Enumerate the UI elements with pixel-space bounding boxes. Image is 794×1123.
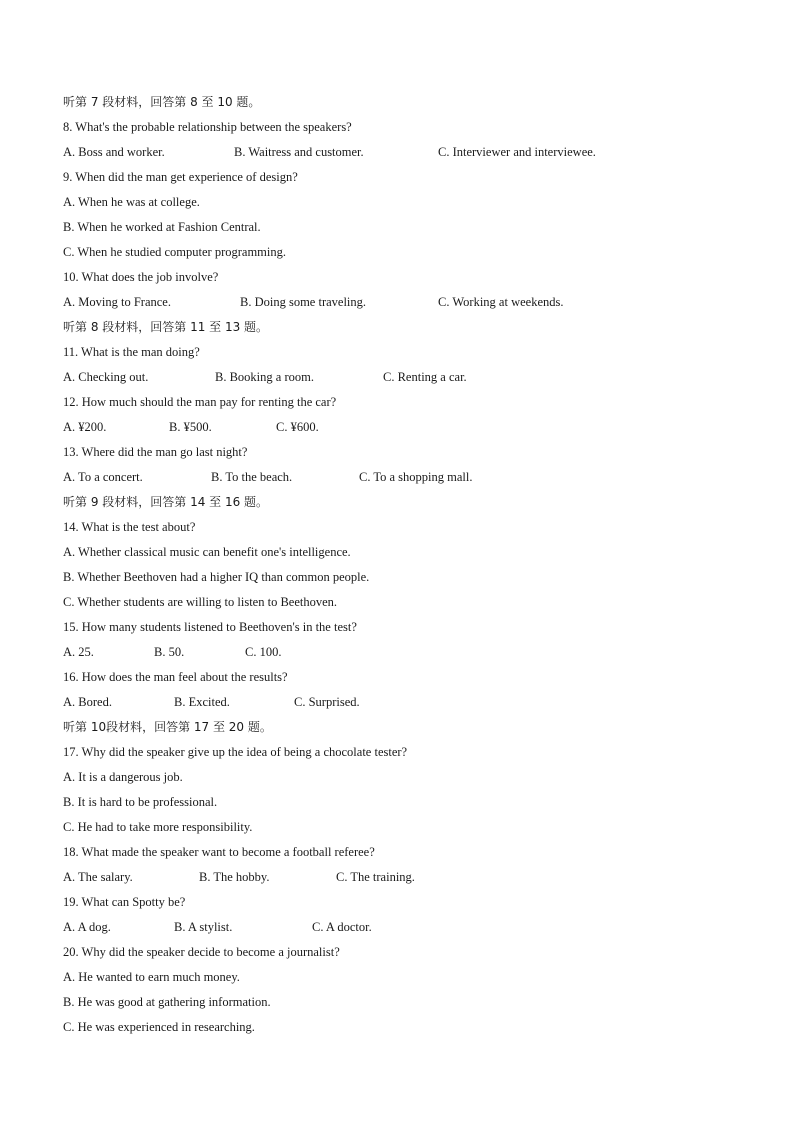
option-c: C. Surprised. — [294, 695, 360, 709]
section-heading: 听第 10段材料，回答第 17 至 20 题。 — [63, 720, 272, 734]
option-b: B. Doing some traveling. — [240, 295, 367, 309]
option-c: C. Working at weekends. — [438, 295, 564, 309]
option-c: C. Whether students are willing to listen to Beethoven. — [63, 595, 338, 609]
option-a: A. The salary. — [63, 870, 133, 884]
option-a: A. 25. — [63, 645, 94, 659]
option-a: A. ¥200. — [63, 420, 107, 434]
question-stem: 15. How many students listened to Beethoven's in the test? — [63, 620, 357, 634]
option-a: A. He wanted to earn much money. — [63, 970, 240, 984]
option-a: A. Boss and worker. — [63, 145, 165, 159]
question-stem: 19. What can Spotty be? — [63, 895, 186, 909]
option-c: C. The training. — [336, 870, 415, 884]
option-b: B. To the beach. — [211, 470, 293, 484]
question-stem: 12. How much should the man pay for renting the car? — [63, 395, 337, 409]
option-row — [63, 365, 743, 390]
option-a: A. Bored. — [63, 695, 112, 709]
question-stem: 20. Why did the speaker decide to become a journalist? — [63, 945, 340, 959]
option-c: C. A doctor. — [312, 920, 372, 934]
question-stem: 9. When did the man get experience of design? — [63, 170, 298, 184]
section-heading: 听第 7 段材料，回答第 8 至 10 题。 — [63, 95, 261, 109]
option-row — [63, 690, 743, 715]
option-b: B. He was good at gathering information. — [63, 995, 271, 1009]
option-a: A. Whether classical music can benefit one's intelligence. — [63, 545, 351, 559]
option-b: B. Waitress and customer. — [234, 145, 364, 159]
option-b: B. Booking a room. — [215, 370, 314, 384]
option-c: C. Renting a car. — [383, 370, 467, 384]
option-b: B. Excited. — [174, 695, 230, 709]
option-a: A. To a concert. — [63, 470, 143, 484]
option-row — [63, 465, 743, 490]
option-b: B. 50. — [154, 645, 185, 659]
option-b: B. Whether Beethoven had a higher IQ than common people. — [63, 570, 370, 584]
option-row — [63, 290, 743, 315]
exam-page — [63, 90, 743, 1040]
option-row — [63, 915, 743, 940]
question-stem: 16. How does the man feel about the results? — [63, 670, 288, 684]
question-stem: 18. What made the speaker want to become a football referee? — [63, 845, 375, 859]
option-c: C. ¥600. — [276, 420, 319, 434]
question-stem: 13. Where did the man go last night? — [63, 445, 248, 459]
question-stem: 10. What does the job involve? — [63, 270, 219, 284]
option-c: C. To a shopping mall. — [359, 470, 473, 484]
option-a: A. When he was at college. — [63, 195, 200, 209]
option-row — [63, 415, 743, 440]
option-row — [63, 865, 743, 890]
option-a: A. A dog. — [63, 920, 111, 934]
option-b: B. When he worked at Fashion Central. — [63, 220, 261, 234]
option-b: B. ¥500. — [169, 420, 212, 434]
option-c: C. He had to take more responsibility. — [63, 820, 253, 834]
question-stem: 8. What's the probable relationship between the speakers? — [63, 120, 352, 134]
question-stem: 11. What is the man doing? — [63, 345, 200, 359]
question-stem: 14. What is the test about? — [63, 520, 196, 534]
option-c: C. He was experienced in researching. — [63, 1020, 255, 1034]
option-row — [63, 140, 743, 165]
section-heading: 听第 8 段材料，回答第 11 至 13 题。 — [63, 320, 269, 334]
option-c: C. Interviewer and interviewee. — [438, 145, 596, 159]
option-row — [63, 640, 743, 665]
option-a: A. Moving to France. — [63, 295, 171, 309]
option-a: A. Checking out. — [63, 370, 149, 384]
section-heading: 听第 9 段材料，回答第 14 至 16 题。 — [63, 495, 269, 509]
option-c: C. 100. — [245, 645, 282, 659]
option-b: B. A stylist. — [174, 920, 233, 934]
question-stem: 17. Why did the speaker give up the idea of being a chocolate tester? — [63, 745, 408, 759]
option-c: C. When he studied computer programming. — [63, 245, 286, 259]
option-b: B. The hobby. — [199, 870, 270, 884]
option-b: B. It is hard to be professional. — [63, 795, 218, 809]
option-a: A. It is a dangerous job. — [63, 770, 183, 784]
